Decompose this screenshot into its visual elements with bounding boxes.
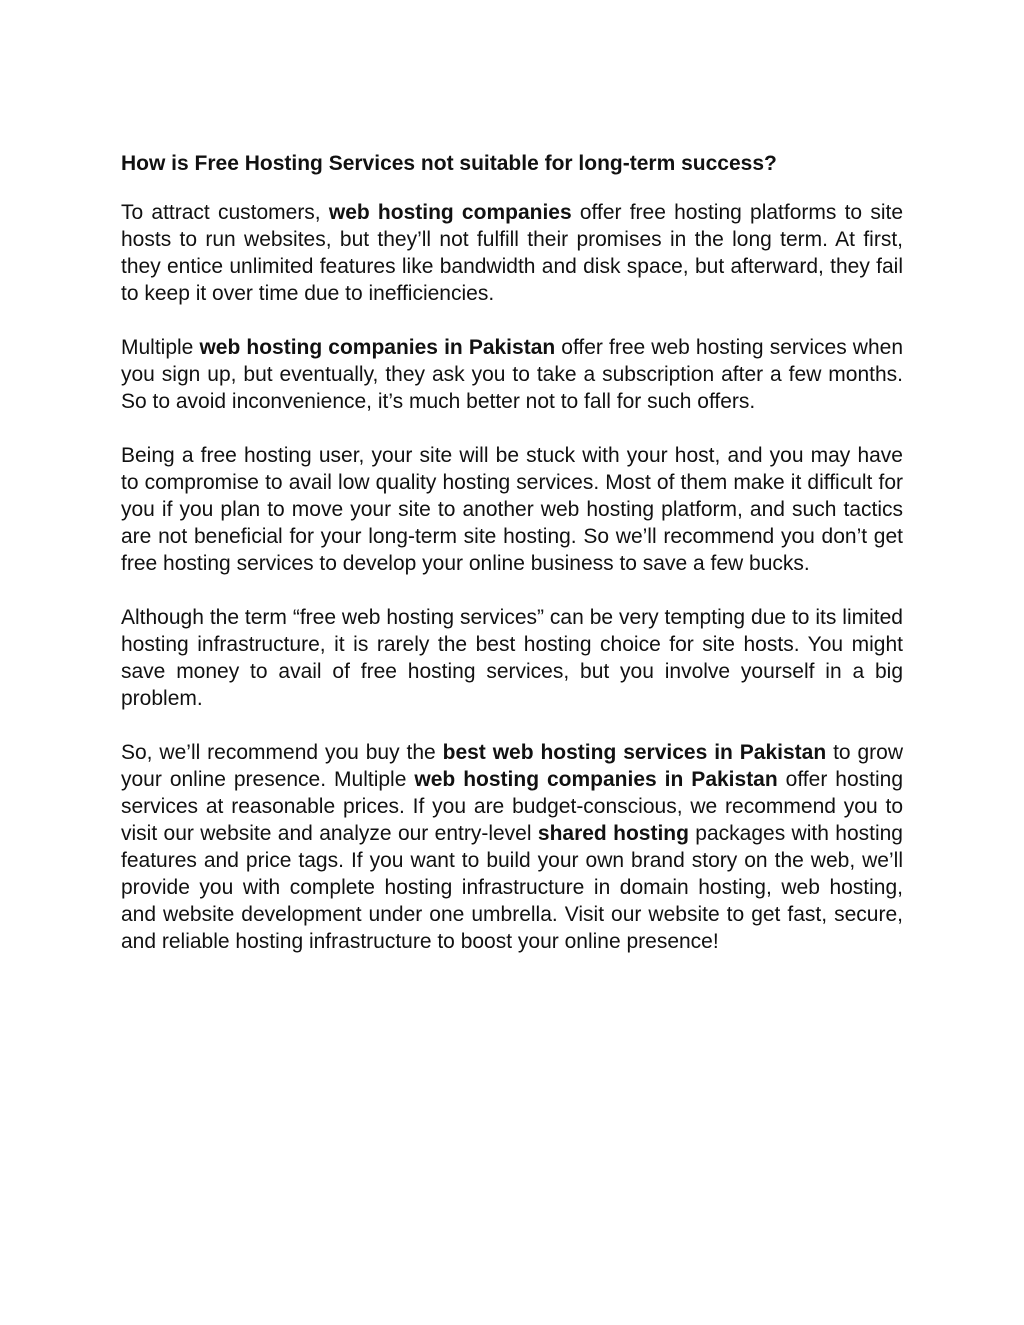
- paragraph-4: [121, 604, 903, 712]
- paragraph-1: [121, 199, 903, 307]
- document-body: [121, 150, 903, 982]
- paragraph-3-text-1: Being a free hosting user, your site will be stuck with your host, and you may have to compromise to avail low quality hosting services. Most of them make it difficult for you if you plan to move your site to another web hosting platform, and such tactics are not beneficial for your long-term site hosting. So we’ll recommend you don’t get free hosting services to develop your online business to save a few bucks.: [121, 444, 903, 575]
- paragraph-5-text-3: offer hosting services at reasonable prices. If you are budget-conscious, we recommend you to visit our website and analyze our entry-level: [121, 768, 904, 845]
- paragraph-2: [121, 334, 903, 415]
- paragraph-3: [121, 442, 903, 577]
- paragraph-5-bold-3: shared hosting: [537, 822, 689, 845]
- paragraph-5-text-2: to grow your online presence. Multiple: [121, 741, 904, 791]
- paragraph-2-bold-1: web hosting companies in Pakistan: [199, 336, 556, 359]
- document-heading: How is Free Hosting Services not suitable for long-term success?: [121, 152, 777, 175]
- paragraph-5-text-1: So, we’ll recommend you buy the: [121, 741, 443, 764]
- paragraph-5-text-4: packages with hosting features and price tags. If you want to build your own brand story on the web, we’ll provide you with complete hosting infrastructure in domain hosting, web hosting, and website development under one umbrella. Visit our website to get fast, secure, and reliable hosting infrastructure to boost your online presence!: [121, 822, 903, 953]
- paragraph-2-text-2: offer free web hosting services when you sign up, but eventually, they ask you to take a subscription after a few months. So to avoid inconvenience, it’s much better not to fall for such offers.: [121, 336, 903, 413]
- paragraph-5: [121, 739, 903, 955]
- paragraph-1-bold-1: web hosting companies: [328, 201, 572, 224]
- paragraph-2-text-1: Multiple: [121, 336, 200, 359]
- paragraph-5-bold-1: best web hosting services in Pakistan: [442, 741, 827, 764]
- paragraph-5-bold-2: web hosting companies in Pakistan: [414, 768, 778, 791]
- paragraph-4-text-1: Although the term “free web hosting services” can be very tempting due to its limited hosting infrastructure, it is rarely the best hosting choice for site hosts. You might save money to avail of free hosting services, but you involve yourself in a big problem.: [121, 606, 903, 710]
- paragraph-1-text-2: offer free hosting platforms to site hosts to run websites, but they’ll not fulfill their promises in the long term. At first, they entice unlimited features like bandwidth and disk space, but afterward, they fail to keep it over time due to inefficiencies.: [121, 201, 903, 305]
- paragraph-1-text-1: To attract customers,: [121, 201, 329, 224]
